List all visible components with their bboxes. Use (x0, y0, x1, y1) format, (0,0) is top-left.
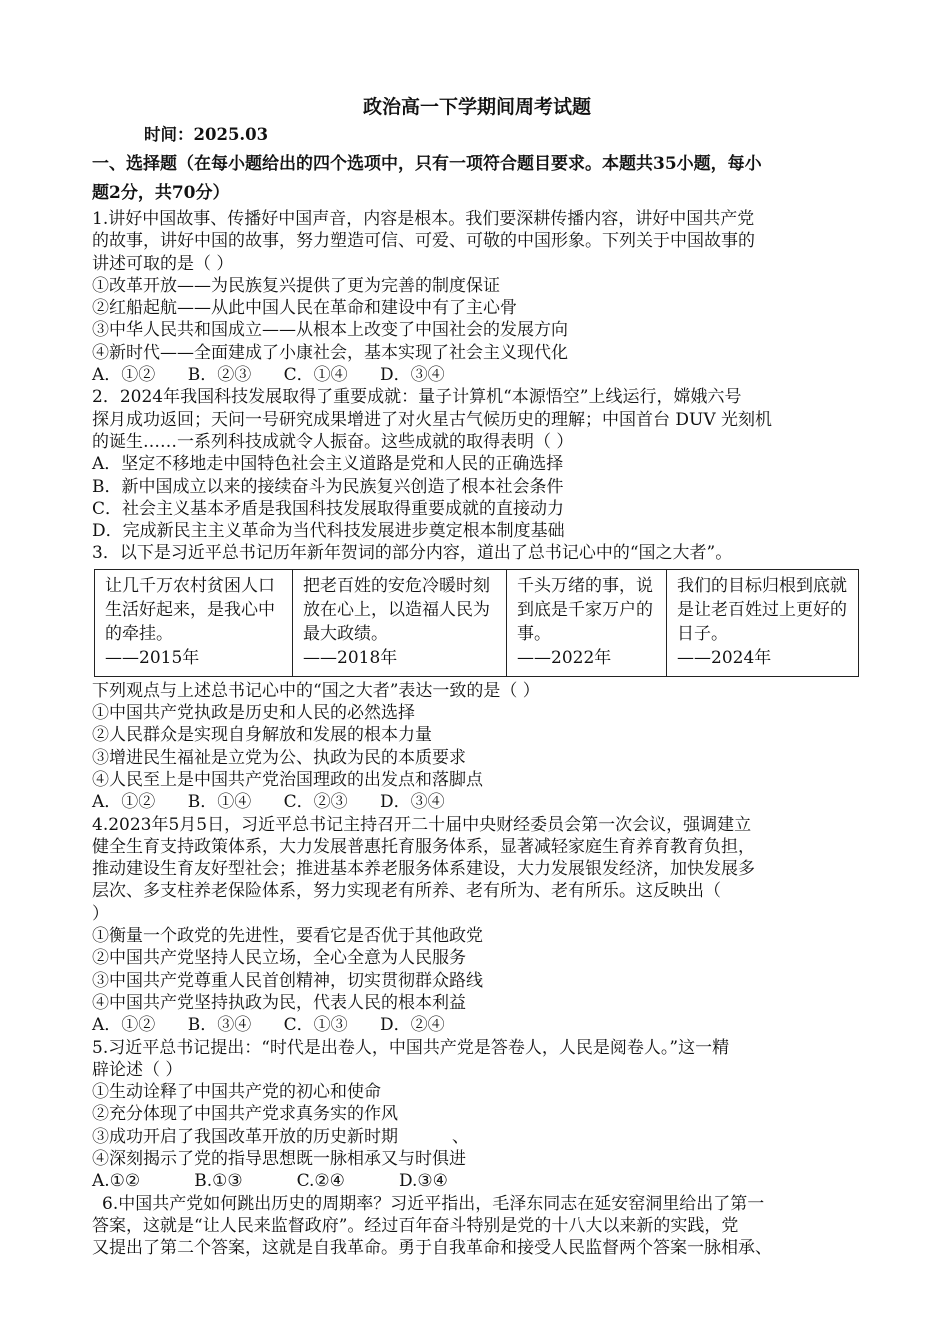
question-stem-line: 探月成功返回；天问一号研究成果增进了对火星古气候历史的理解；中国首台 DUV 光刻机 (92, 409, 773, 430)
statement-item: ④深刻揭示了党的指导思想既一脉相承又与时俱进 (92, 1148, 466, 1169)
statement-item: ②中国共产党坚持人民立场，全心全意为人民服务 (92, 948, 466, 969)
statement-item: ②人民群众是实现自身解放和发展的根本力量 (92, 725, 432, 746)
question-2 (92, 386, 862, 542)
question-stem-line: 讲述可取的是（ ） (92, 253, 234, 274)
quote-text: 千头万绪的事，说到底是千家万户的事。 (517, 575, 653, 644)
question-1 (92, 208, 862, 386)
section-heading-line: 题2分，共70分） (92, 183, 230, 203)
answer-option: C．社会主义基本矛盾是我国科技发展取得重要成就的直接动力 (92, 498, 565, 519)
question-stem-line: 又提出了第二个答案，这就是自我革命。勇于自我革命和接受人民监督两个答案一脉相承、 (92, 1238, 772, 1259)
answer-option: A．坚定不移地走中国特色社会主义道路是党和人民的正确选择 (92, 454, 564, 475)
answer-options: A．①② B．③④ C．①③ D．②④ (92, 1015, 445, 1036)
statement-item: ①中国共产党执政是历史和人民的必然选择 (92, 703, 415, 724)
question-stem-line: 4.2023年5月5日，习近平总书记主持召开二十届中央财经委员会第一次会议，强调建立 (92, 814, 752, 835)
question-stem-line: 的诞生……一系列科技成就令人振奋。这些成就的取得表明（ ） (92, 431, 574, 452)
quote-year: ——2015年 (105, 647, 200, 668)
quote-year: ——2024年 (677, 647, 772, 668)
statement-item: ③中国共产党尊重人民首创精神，切实贯彻群众路线 (92, 970, 483, 991)
statement-item: ①改革开放——为民族复兴提供了更为完善的制度保证 (92, 275, 500, 296)
statement-item: ④新时代——全面建成了小康社会，基本实现了社会主义现代化 (92, 342, 568, 363)
quote-year: ——2018年 (303, 647, 398, 668)
quote-year: ——2022年 (517, 647, 612, 668)
answer-option: B．新中国成立以来的接续奋斗为民族复兴创造了根本社会条件 (92, 476, 564, 497)
answer-option: D．完成新民主主义革命为当代科技发展进步奠定根本制度基础 (92, 521, 565, 542)
question-stem-line: 推动建设生育友好型社会；推进基本养老服务体系建设，大力发展银发经济，加快发展多 (92, 859, 755, 880)
question-3 (92, 542, 862, 813)
question-stem-line: 3．以下是习近平总书记历年新年贺词的部分内容，道出了总书记心中的“国之大者”。 (92, 543, 733, 564)
question-stem-line: 辟论述（ ） (92, 1059, 183, 1080)
statement-item: ③中华人民共和国成立——从根本上改变了中国社会的发展方向 (92, 320, 568, 341)
exam-page (92, 90, 862, 1259)
statement-item: ④中国共产党坚持执政为民，代表人民的根本利益 (92, 992, 466, 1013)
statement-item: ②红船起航——从此中国人民在革命和建设中有了主心骨 (92, 298, 517, 319)
statement-item: ①衡量一个政党的先进性，要看它是否优于其他政党 (92, 926, 483, 947)
question-4 (92, 814, 862, 1037)
question-stem-line: 6.中国共产党如何跳出历史的周期率？习近平指出，毛泽东同志在延安窑洞里给出了第一 (102, 1193, 765, 1214)
question-stem-line: 的故事，讲好中国的故事，努力塑造可信、可爱、可敬的中国形象。下列关于中国故事的 (92, 231, 755, 252)
answer-options: A．①② B．①④ C．②③ D．③④ (92, 792, 445, 813)
question-stem-line: 2．2024年我国科技发展取得了重要成就：量子计算机“本源悟空”上线运行，嫦娥六号 (92, 387, 742, 408)
question-stem-line: 5.习近平总书记提出：“时代是出卷人，中国共产党是答卷人，人民是阅卷人。”这一精 (92, 1037, 730, 1058)
statement-item: ③成功开启了我国改革开放的历史新时期 、 (92, 1126, 470, 1147)
statement-item: ④人民至上是中国共产党治国理政的出发点和落脚点 (92, 769, 483, 790)
question-5 (92, 1037, 862, 1193)
quotes-table (94, 569, 859, 677)
question-stem-line: ） (92, 903, 109, 924)
quote-text: 让几千万农村贫困人口生活好起来，是我心中的牵挂。 (105, 575, 275, 644)
quote-cell (293, 569, 507, 676)
question-stem-line: 1.讲好中国故事、传播好中国声音，内容是根本。我们要深耕传播内容，讲好中国共产党 (92, 209, 755, 229)
quote-text: 我们的目标归根到底就是让老百姓过上更好的日子。 (677, 575, 847, 644)
question-stem-line: 答案，这就是“让人民来监督政府”。经过百年奋斗特别是党的十八大以来新的实践，党 (92, 1215, 739, 1236)
exam-time: 时间：2025.03 (144, 125, 269, 144)
statement-item: ③增进民生福祉是立党为公、执政为民的本质要求 (92, 747, 466, 768)
answer-options: A.①② B.①③ C.②④ D.③④ (92, 1171, 448, 1192)
statement-item: ①生动诠释了中国共产党的初心和使命 (92, 1082, 381, 1103)
statement-item: ②充分体现了中国共产党求真务实的作风 (92, 1104, 398, 1125)
section-heading (92, 150, 862, 208)
quote-cell (95, 569, 293, 676)
section-heading-line: 一、选择题（在每小题给出的四个选项中，只有一项符合题目要求。本题共35小题，每小 (92, 154, 762, 174)
question-stem-line: 下列观点与上述总书记心中的“国之大者”表达一致的是（ ） (92, 680, 540, 701)
quote-cell (667, 569, 859, 676)
quote-text: 把老百姓的安危冷暖时刻放在心上，以造福人民为最大政绩。 (303, 575, 490, 644)
answer-options: A．①② B．②③ C．①④ D．③④ (92, 365, 445, 386)
quote-cell (507, 569, 667, 676)
question-6 (92, 1193, 862, 1260)
question-stem-line: 健全生育支持政策体系，大力发展普惠托育服务体系，显著减轻家庭生育养育教育负担， (92, 836, 755, 857)
question-stem-line: 层次、多支柱养老保险体系，努力实现老有所养、老有所为、老有所乐。这反映出（ (92, 881, 721, 902)
page-title: 政治高一下学期间周考试题 (362, 96, 591, 118)
